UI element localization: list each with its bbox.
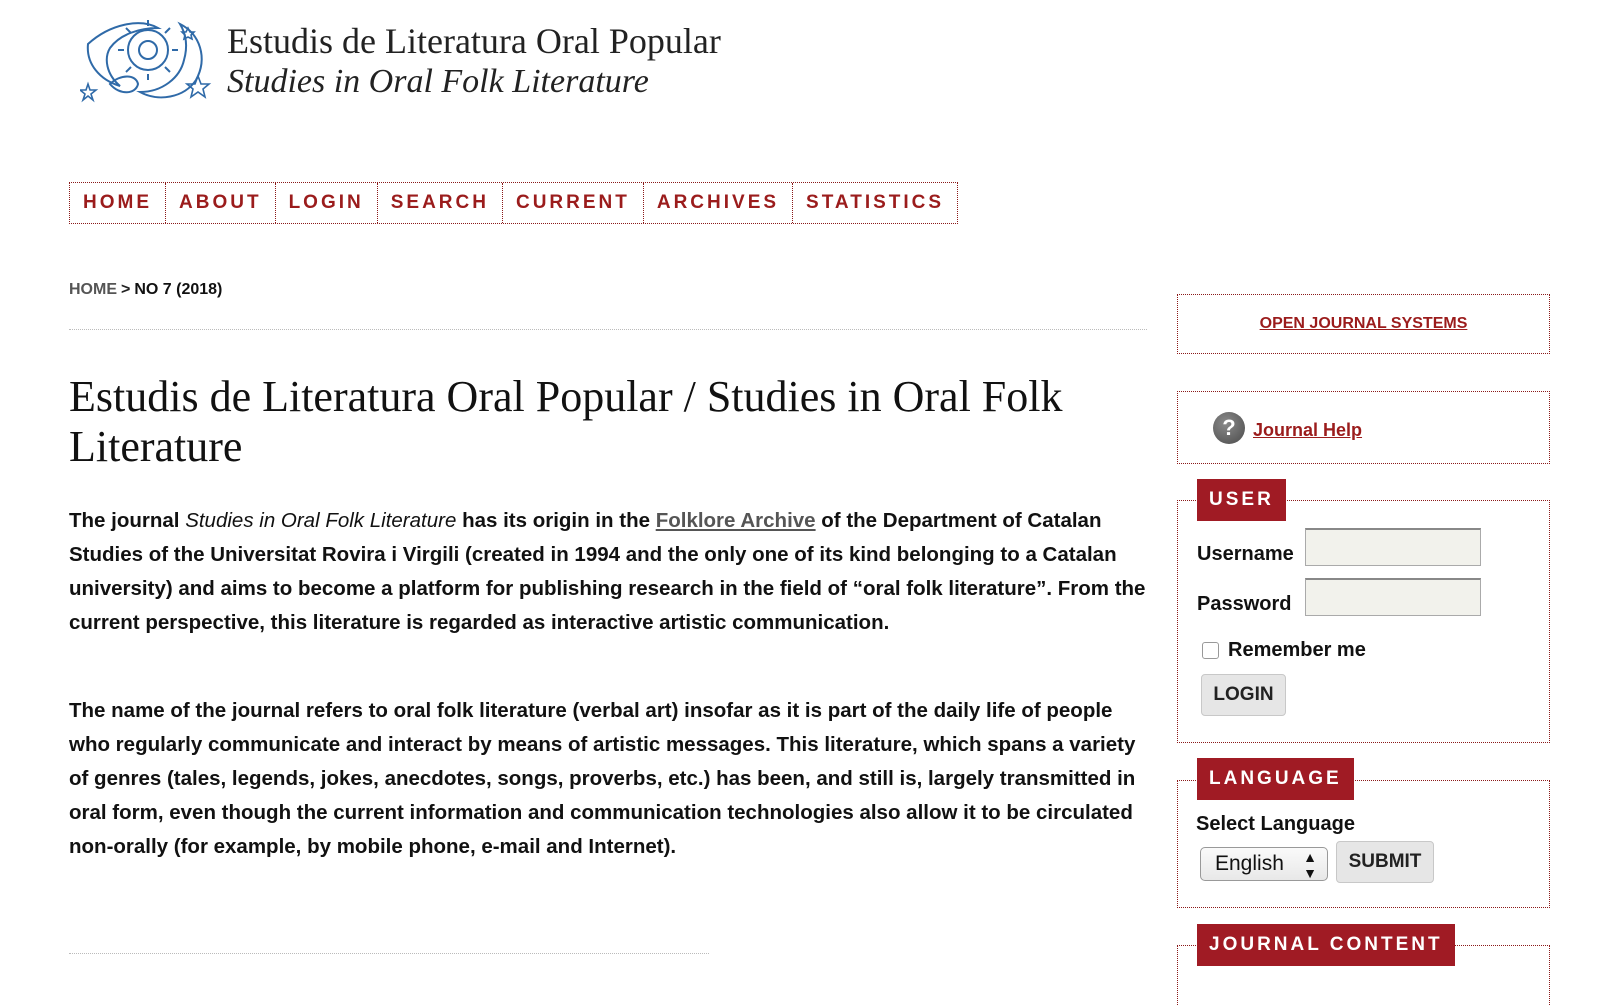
site-title-english: Studies in Oral Folk Literature — [227, 63, 649, 100]
journal-help-link[interactable]: Journal Help — [1253, 420, 1363, 440]
site-title-catalan: Estudis de Literatura Oral Popular — [227, 21, 721, 61]
help-icon[interactable]: ? — [1213, 412, 1245, 444]
nav-about[interactable]: ABOUT — [166, 183, 276, 223]
user-block — [1177, 500, 1550, 743]
user-block-title: USER — [1197, 479, 1286, 521]
nav-current[interactable]: CURRENT — [503, 183, 644, 223]
open-journal-systems-link[interactable]: OPEN JOURNAL SYSTEMS — [1259, 315, 1468, 332]
nav-statistics[interactable]: STATISTICS — [806, 192, 945, 213]
journal-logo[interactable] — [80, 14, 220, 104]
username-input[interactable] — [1305, 528, 1481, 566]
language-select[interactable] — [1200, 847, 1328, 881]
journal-content-block-title: JOURNAL CONTENT — [1197, 924, 1455, 966]
nav-search[interactable]: SEARCH — [378, 183, 503, 223]
main-nav — [69, 182, 958, 224]
page-title: Estudis de Literatura Oral Popular / Studies in Oral Folk Literature — [69, 372, 1063, 471]
language-submit-button[interactable]: SUBMIT — [1336, 841, 1434, 883]
folklore-archive-link[interactable]: Folklore Archive — [655, 509, 816, 532]
divider — [69, 329, 1147, 330]
login-button[interactable]: LOGIN — [1201, 674, 1286, 716]
password-label: Password — [1197, 593, 1292, 615]
breadcrumb-separator: > — [121, 281, 131, 298]
nav-login[interactable]: LOGIN — [276, 183, 378, 223]
select-language-label: Select Language — [1196, 813, 1355, 835]
language-selected-value: English — [1215, 852, 1284, 875]
journal-name-italic: Studies in Oral Folk Literature — [185, 509, 457, 532]
password-input[interactable] — [1305, 578, 1481, 616]
breadcrumb-current[interactable]: NO 7 (2018) — [134, 281, 223, 298]
site-title[interactable] — [227, 20, 721, 102]
p1-text-end: of the Department of Catalan Studies of the Universitat Rovira i Virgili (created in 1994 and the only one of its kind belonging to a Catalan university) and aims to become a platform for publishing research in the field of “oral folk literature”. From the current perspective, this literature is regarded as interactive artistic communication. — [69, 509, 1146, 634]
username-label: Username — [1197, 543, 1294, 565]
nav-archives[interactable]: ARCHIVES — [644, 183, 793, 223]
description-paragraph: The name of the journal refers to oral folk literature (verbal art) insofar as it is part of the daily life of people who regularly communicate and interact by means of artistic messages. This literature, which spans a variety of genres (tales, legends, jokes, anecdotes, songs, proverbs, etc.) has been, and still is, largely transmitted in oral form, even though the current information and communication technologies also allow it to be circulated non-orally (for example, by mobile phone, e-mail and Internet). — [69, 699, 1136, 858]
ojs-block — [1177, 294, 1550, 354]
help-block — [1177, 391, 1550, 464]
select-arrows-icon: ▲ ▼ — [1303, 849, 1317, 881]
divider-bottom — [69, 953, 709, 954]
remember-me-label[interactable]: Remember me — [1228, 639, 1366, 661]
language-block-title: LANGUAGE — [1197, 758, 1354, 800]
intro-paragraph — [69, 504, 1154, 640]
nav-home[interactable]: HOME — [70, 183, 166, 223]
p1-text-middle: has its origin in the — [456, 509, 656, 532]
breadcrumb-home[interactable]: HOME — [69, 281, 117, 298]
p1-text-start: The journal — [69, 509, 186, 532]
breadcrumb — [69, 281, 222, 299]
remember-me-checkbox[interactable] — [1202, 642, 1219, 659]
